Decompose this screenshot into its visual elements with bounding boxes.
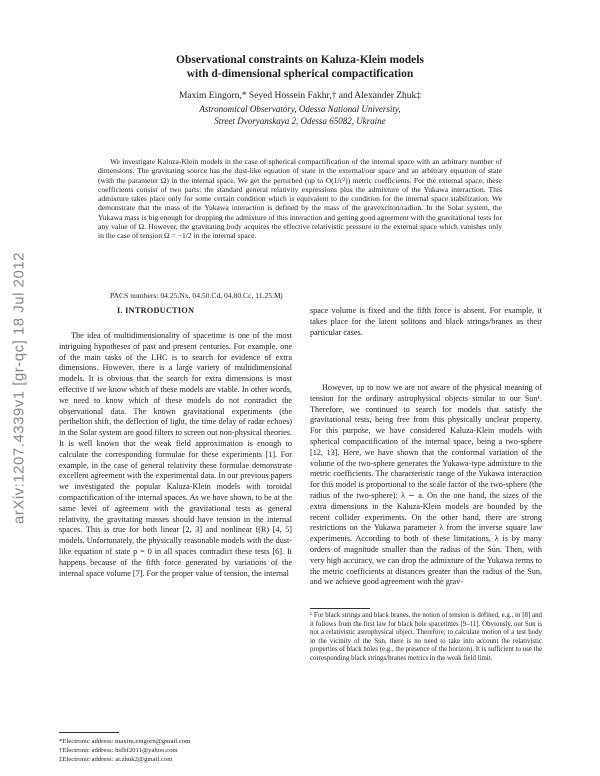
abstract: We investigate Kaluza-Klein models in the case of spherical compactification of the internal space with an arbitrary number of dimensions. The gravitating source has the dust-like equation of state in the external/our space and an arbitrary equation of state (with the parameter Ω) in the internal space. We get the perturbed (up to O(1/c²)) metric coefficients. For the external space, these coefficients consist of two parts: the standard general relativity expressions plus the admixture of the Yukawa interaction. This admixture takes place only for some certain condition which is equivalent to the condition for the internal space stabilization. We demonstrate that the mass of the Yukawa interaction is defined by the mass of the gravexciton/radion. In the Solar system, the Yukawa mass is big enough for dropping the admixture of this interaction and getting good agreement with the gravitational tests for any value of Ω. However, the gravitating body acquires the effective relativistic pressure in the external space which vanishes only in the case of tension Ω = −1/2 in the internal space.	[98, 157, 502, 241]
arxiv-id: arXiv:1207.4339v1 [gr-qc] 18 Jul 2012	[10, 251, 28, 524]
affiliation-line-2: Street Dvoryanskaya 2, Odessa 65082, Ukraine	[214, 116, 386, 126]
intro-column-right-top: space volume is fixed and the fifth force is absent. For example, it takes place for the latent solitons and black strings/branes as their particular cases.	[310, 306, 542, 337]
email-footnote-3: ‡Electronic address: ai.zhuk2@gmail.com	[59, 756, 173, 763]
footnote-1: ¹ For black strings and black branes, the notion of tension is defined, e.g., in [8] and it follows from the first law for black hole spacetimes [9–11]. Obviously, our Sun is not a relativistic astrophysical object. Therefore, to calculate motion of a test body in the vicinity of the Sun, there is no need to take into account the relativistic properties of black holes (e.g., the presence of the horizon). It is sufficient to use the corresponding black strings/branes metrics in the weak field limit.	[310, 612, 542, 662]
author-list: Maxim Eingorn,* Seyed Hossein Fakhr,† and Alexander Zhuk‡	[178, 91, 422, 101]
intro-column-left: The idea of multidimensionality of spacetime is one of the most intriguing hypotheses of past and present centuries. For example, one of the main tasks of the LHC is to search for evidence of extra dimensions. However, there is a large variety of multidimensional models. It is obvious that the search for extra dimensions is most effective if we know which of these models are viable. In other words, we need to know which of these models do not contradict the observational data. The known gravitational experiments (the perihelion shift, the deflection of light, the time delay of radar echoes) in the Solar system are good filters to screen out non-physical theories. It is well known that the weak field approximation is enough to calculate the corresponding formulae for these experiments [1]. For example, in the case of general relativity these formulae demonstrate excellent agreement with the experimental data. In our previous papers we investigated the popular Kaluza-Klein models with toroidal compactification of the internal spaces. As we have shown, to be at the same level of agreement with the gravitational tests as general relativity, the gravitating masses should have tension in the internal spaces. This is true for both linear [2, 3] and nonlinear f(R) [4, 5] models. Unfortunately, the physically reasonable models with the dust-like equation of state p = 0 in all spaces contradict these tests [6]. It happens because of the fifth force generated by variations of the internal space volume [7]. For the proper value of tension, the internal	[59, 331, 292, 578]
paper-title-line-1: Observational constraints on Kaluza-Klein models	[176, 54, 424, 66]
section-heading-introduction: I. INTRODUCTION	[117, 306, 195, 315]
email-footnote-1: *Electronic address: maxim.eingorn@gmail.com	[59, 738, 191, 745]
footnote-rule-right	[310, 608, 370, 609]
pacs-numbers: PACS numbers: 04.25.Nx, 04.50.Cd, 04.80.Cc, 11.25.Mj	[110, 291, 283, 300]
arxiv-watermark	[6, 190, 32, 585]
paper-title-line-2: with d-dimensional spherical compactification	[186, 68, 414, 80]
affiliation-line-1: Astronomical Observatory, Odessa National University,	[199, 104, 401, 114]
email-footnote-2: †Electronic address: hsfhf2011@yahoo.com	[59, 747, 178, 754]
footnote-rule-left	[59, 732, 119, 733]
intro-column-right-paragraph: However, up to now we are not aware of the physical meaning of tension for the ordinary astrophysical objects similar to our Sun¹. Therefore, we continued to search for models that satisfy the gravitational tests, being free from this physically unclear property. For this purpose, we have considered Kaluza-Klein models with spherical compactification of the internal space, being a two-sphere [12, 13]. Here, we have shown that the conformal variation of the volume of the two-sphere generates the Yukawa-type admixture to the metric coefficients. The characteristic range of the Yukawa interaction for this model is proportional to the scale factor of the two-sphere (the radius of the two-sphere): λ ∼ a. On the one hand, the sizes of the extra dimensions in the Kaluza-Klein models are bounded by the recent collider experiments. On the other hand, there are strong restrictions on the Yukawa parameter λ from the inverse square law experiments. According to both of these limitations, λ is by many orders of magnitude smaller than the radius of the Sun. Then, with very high accuracy, we can drop the admixture of the Yukawa terms to the metric coefficients at distances greater than the radius of the Sun, and we achieve good agreement with the grav-	[310, 383, 542, 587]
